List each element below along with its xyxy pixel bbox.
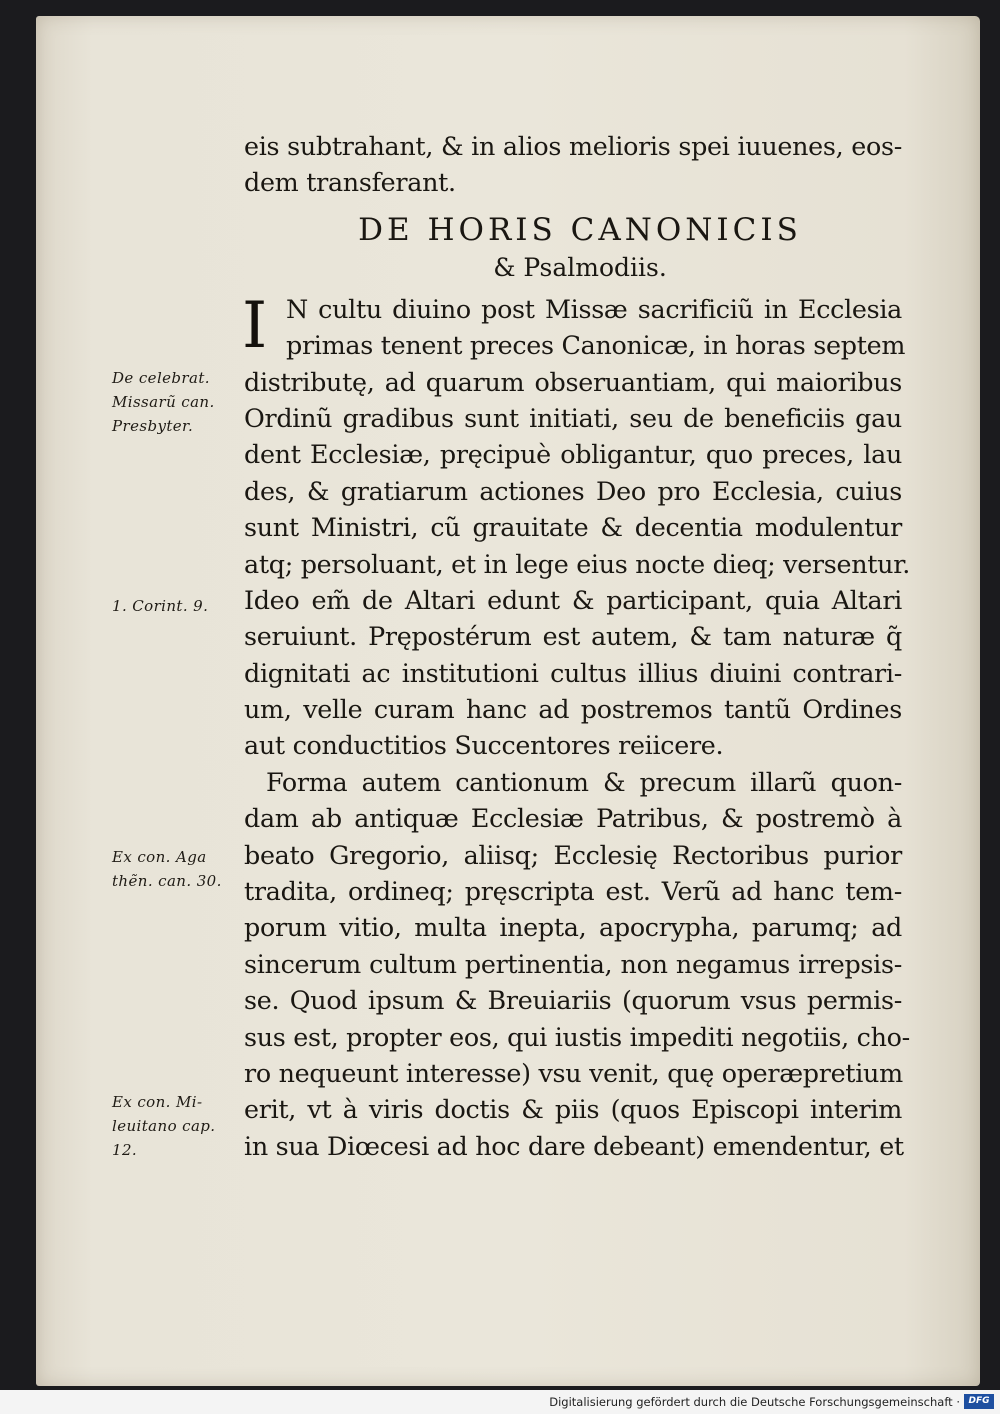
text-line: dam ab antiquæ Ecclesiæ Patribus, & postremò à [244, 803, 902, 834]
text-line: Ideo em̃ de Altari edunt & participant, quia Altari [244, 584, 902, 615]
footer-bar [0, 1390, 1000, 1414]
text-line: dent Ecclesiæ, pręcipuè obligantur, quo preces, lau [244, 439, 902, 470]
text-line: seruiunt. Prępostérum est autem, & tam naturæ q̃ [244, 621, 902, 652]
text-line: primas tenent preces Canonicæ, in horas septem [286, 330, 906, 361]
text-line: beato Gregorio, aliisq; Ecclesię Rectoribus purior [244, 839, 902, 870]
text-line: tradita, ordineq; pręscripta est. Verũ ad hanc tem- [244, 876, 902, 907]
continuation-line: eis subtrahant, & in alios melioris spei iuuenes, eos- [244, 131, 902, 161]
continuation-line: dem transferant. [244, 167, 456, 198]
text-line: se. Quod ipsum & Breuiariis (quorum vsus permis- [244, 985, 902, 1016]
text-line: sincerum cultum pertinentia, non negamus irrepsis- [244, 948, 902, 979]
margin-note [112, 366, 215, 438]
text-line: porum vitio, multa inepta, apocrypha, parumq; ad [244, 912, 902, 943]
paragraph-first [242, 288, 906, 364]
text-line: atq; persoluant, et in lege eius nocte dieq; versentur. [244, 548, 911, 579]
margin-note [112, 1090, 215, 1162]
margin-note [112, 594, 208, 618]
main-text-block [242, 128, 911, 1164]
text-line: Ordinũ gradibus sunt initiati, seu de beneficiis gau [244, 402, 902, 433]
margin-note-line: Presbyter. [112, 417, 194, 435]
margin-note-line: Missarũ can. [112, 393, 215, 411]
text-line: ro nequeunt interesse) vsu venit, quę operæpretium [244, 1057, 903, 1088]
margin-note-line: leuitano cap. [112, 1117, 216, 1135]
text-line: sunt Ministri, cũ grauitate & decentia modulentur [244, 512, 902, 543]
text-line: um, velle curam hanc ad postremos tantũ Ordines [244, 694, 902, 725]
funding-credit: Digitalisierung gefördert durch die Deutsche Forschungsgemeinschaft · [549, 1395, 960, 1409]
text-line: Forma autem cantionum & precum illarũ quon- [266, 766, 902, 797]
text-line: aut conductitios Succentores reiicere. [244, 730, 724, 761]
section-heading: DE HORIS CANONICIS [358, 211, 802, 248]
text-line: distributę, ad quarum obseruantiam, qui maioribus [244, 366, 902, 397]
margin-note-line: Ex con. Mi- [112, 1093, 203, 1111]
text-line: erit, vt à viris doctis & piis (quos Episcopi interim [244, 1094, 902, 1125]
section-subheading: & Psalmodiis. [493, 252, 667, 282]
text-line: sus est, propter eos, qui iustis impediti negotiis, cho- [244, 1021, 910, 1052]
margin-note-line: De celebrat. [112, 369, 210, 387]
margin-note-line: 1. Corint. 9. [112, 597, 209, 615]
drop-capital: I [242, 288, 268, 363]
margin-note-line: thẽn. can. 30. [112, 872, 222, 890]
text-line: dignitati ac institutioni cultus illius diuini contrari- [244, 657, 902, 688]
text-line: N cultu diuino post Missæ sacrificiũ in Ecclesia [286, 293, 902, 324]
margin-note-line: 12. [112, 1141, 138, 1159]
text-line: des, & gratiarum actiones Deo pro Ecclesia, cuius [244, 475, 902, 506]
margin-note [112, 845, 222, 893]
text-line: in sua Diœcesi ad hoc dare debeant) emendentur, et [244, 1130, 904, 1161]
dfg-logo[interactable]: DFG [964, 1394, 994, 1409]
margin-note-line: Ex con. Aga [112, 848, 207, 866]
